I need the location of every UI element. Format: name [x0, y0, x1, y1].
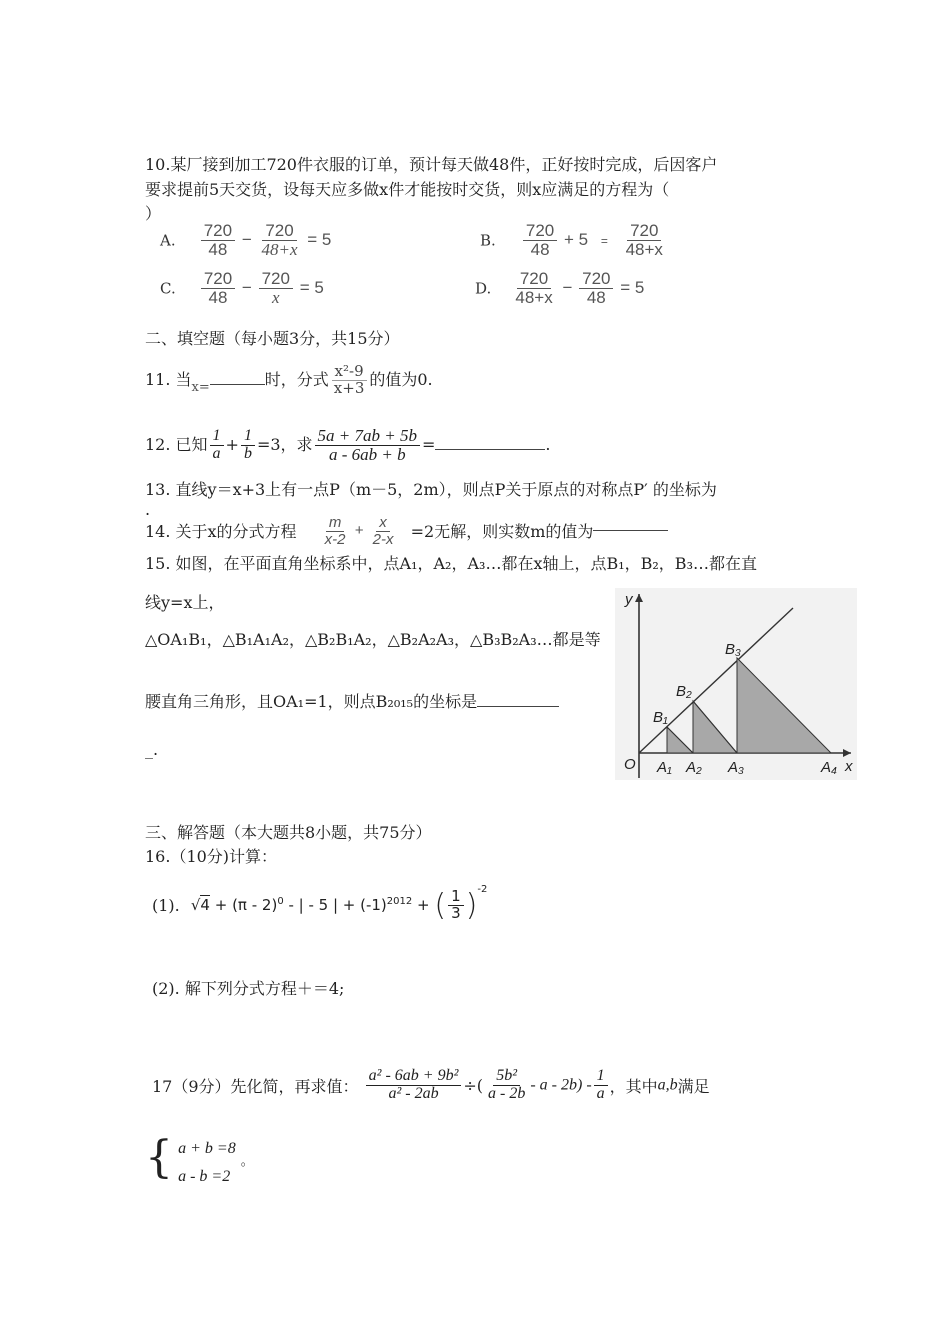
frac-num: 720	[523, 222, 557, 241]
exp2: 2012	[386, 896, 413, 907]
q12-suffix: =	[422, 434, 436, 454]
frac-den: 3	[451, 904, 461, 922]
q17-vars: a,b	[657, 1076, 678, 1094]
q11-var: x=	[191, 379, 210, 395]
frac-num: 720	[259, 270, 293, 289]
frac-den: 48+x	[625, 239, 663, 259]
q17-num1: a² - 6ab + 9b²	[366, 1068, 462, 1086]
q11-blank[interactable]	[210, 384, 265, 385]
op: −	[241, 229, 252, 249]
frac-den: 48	[530, 239, 550, 259]
frac-num: m	[326, 515, 345, 532]
paren-left: (	[434, 888, 447, 923]
q17-den3: a	[596, 1084, 605, 1102]
q10-line3: ）	[145, 204, 162, 223]
q17-den2: a - 2b	[488, 1084, 526, 1102]
q17-num3: 1	[594, 1068, 608, 1086]
frac-num: 1	[448, 889, 464, 906]
q15-line4	[145, 689, 559, 712]
q13-line1: 13. 直线y＝x+3上有一点P（m－5，2m），则点P关于原点的对称点P′ 的坐标为	[145, 480, 717, 499]
q16-p1-label: (1).	[152, 896, 180, 915]
option-label: D.	[475, 279, 492, 298]
sqrt-radicand: 4	[200, 896, 210, 914]
q12-eq: =3，求	[256, 434, 313, 454]
q16-title: 16.（10分)计算：	[145, 847, 278, 866]
frac-num: 720	[627, 222, 661, 241]
q10-option-c[interactable]	[160, 270, 324, 307]
op: −	[562, 277, 573, 297]
frac-num: 720	[517, 270, 551, 289]
q15-line4-text: 腰直角三角形，且OA₁=1，则点B₂₀₁₅的坐标是	[145, 692, 478, 711]
y-label: y	[625, 591, 633, 608]
q12: 12. 已知 $\frac{1}{a}$ + $\frac{1}{b}$ =3，求 $\frac{5a + 7ab + 5b}{a - 6ab + b}$ = .	[145, 426, 551, 464]
q17-num2: 5b²	[493, 1068, 520, 1086]
frac-den: 48	[208, 239, 228, 259]
q17-sys2: a - b =2	[178, 1168, 231, 1185]
q12-den: a - 6ab + b	[328, 444, 406, 464]
term2: - | - 5 | + (-1)	[288, 896, 387, 914]
q14	[145, 515, 668, 548]
q17-sys1: a + b =8	[178, 1140, 236, 1157]
frac-num: x	[376, 515, 390, 532]
q17-suffix2: 满足	[677, 1076, 710, 1096]
frac-den: 48+x	[515, 287, 553, 307]
origin-label: O	[624, 756, 636, 773]
frac-num: 720	[201, 270, 235, 289]
q10-option-d[interactable]	[475, 270, 644, 307]
eq: =	[600, 233, 608, 248]
b1-label: B₁	[653, 709, 668, 726]
q17	[152, 1068, 710, 1103]
q17-system	[145, 1132, 254, 1191]
frac-num: 720	[201, 222, 235, 241]
term3: +	[417, 896, 430, 914]
frac-num: 720	[579, 270, 613, 289]
q16-part2: (2). 解下列分式方程＋＝4;	[152, 979, 345, 998]
option-label: C.	[160, 279, 176, 298]
a2-label: A₂	[686, 759, 702, 776]
q11-suffix: 的值为0.	[369, 369, 433, 389]
q11-den: x+3	[333, 378, 365, 397]
q13-line2: .	[145, 500, 151, 519]
exp3: -2	[477, 884, 488, 895]
rhs: = 5	[299, 277, 324, 297]
q15-line2: 线y=x上，	[145, 593, 225, 612]
q12-num: 5a + 7ab + 5b	[315, 427, 420, 446]
system-brace: {	[145, 1132, 173, 1183]
op: +	[354, 522, 364, 540]
frac-num: 720	[262, 222, 296, 241]
q16-part1	[152, 884, 488, 923]
option-label: B.	[480, 231, 496, 250]
q15-line1: 15. 如图，在平面直角坐标系中，点A₁，A₂，A₃…都在x轴上，点B₁，B₂，B₃…都在直	[145, 554, 757, 573]
section3-title: 三、解答题（本大题共8小题，共75分）	[145, 823, 432, 842]
x-label: x	[845, 758, 853, 775]
q15-figure	[615, 588, 857, 780]
q12-end: .	[545, 434, 551, 454]
option-label: A.	[160, 231, 176, 250]
q10-line1: 10.某厂接到加工720件衣服的订单，预计每天做48件，正好按时完成，后因客户	[145, 155, 718, 174]
b3-label: B₃	[725, 641, 741, 658]
q17-mid: - a - 2b) -	[530, 1076, 592, 1094]
q14-blank[interactable]	[593, 530, 668, 531]
frac-den: 2-x	[372, 530, 394, 548]
q17-end: 。	[240, 1154, 254, 1169]
q14-suffix: =2无解，则实数m的值为	[410, 522, 594, 542]
q10-line2: 要求提前5天交货，设每天应多做x件才能按时交货，则x应满足的方程为（	[145, 180, 670, 199]
q10-option-b[interactable]	[480, 222, 668, 259]
q12-blank[interactable]	[435, 449, 545, 450]
frac-den: 48	[586, 287, 606, 307]
exp1: 0	[277, 896, 284, 907]
rhs: = 5	[307, 229, 332, 249]
q17-suffix1: ，其中	[609, 1076, 658, 1096]
frac-den: x	[272, 287, 280, 307]
q11-num: x²-9	[332, 364, 367, 381]
q10-option-a[interactable]	[160, 222, 331, 259]
q15-line5: _.	[145, 740, 159, 759]
q17-div: ÷(	[463, 1075, 484, 1095]
q11-mid: 时，分式	[264, 369, 329, 389]
b2-label: B₂	[676, 683, 692, 700]
frac-den: x-2	[324, 530, 346, 548]
rhs: = 5	[620, 277, 645, 297]
q14-prefix: 14. 关于x的分式方程	[145, 522, 297, 542]
q11-prefix: 11. 当	[145, 369, 192, 389]
paren-right: )	[465, 888, 478, 923]
q15-line3: △OA₁B₁，△B₁A₁A₂，△B₂B₁A₂，△B₂A₂A₃，△B₃B₂A₃…都是等	[145, 630, 601, 649]
q17-den1: a² - 2ab	[388, 1084, 439, 1102]
q17-prefix: 17（9分）先化简，再求值：	[152, 1076, 359, 1096]
frac-den: 48	[208, 287, 228, 307]
section2-title: 二、填空题（每小题3分，共15分）	[145, 329, 400, 348]
term1: + (π - 2)	[214, 896, 278, 914]
op: + 5	[564, 229, 589, 249]
q11	[145, 364, 433, 397]
a1-label: A₁	[657, 759, 672, 776]
frac-den: 48+x	[261, 239, 298, 259]
a4-label: A₄	[821, 759, 838, 776]
q12-prefix: 12. 已知	[145, 434, 208, 454]
a3-label: A₃	[728, 759, 744, 776]
sqrt-sign: √	[190, 896, 201, 914]
q15-blank[interactable]	[477, 706, 559, 707]
op: −	[241, 277, 252, 297]
